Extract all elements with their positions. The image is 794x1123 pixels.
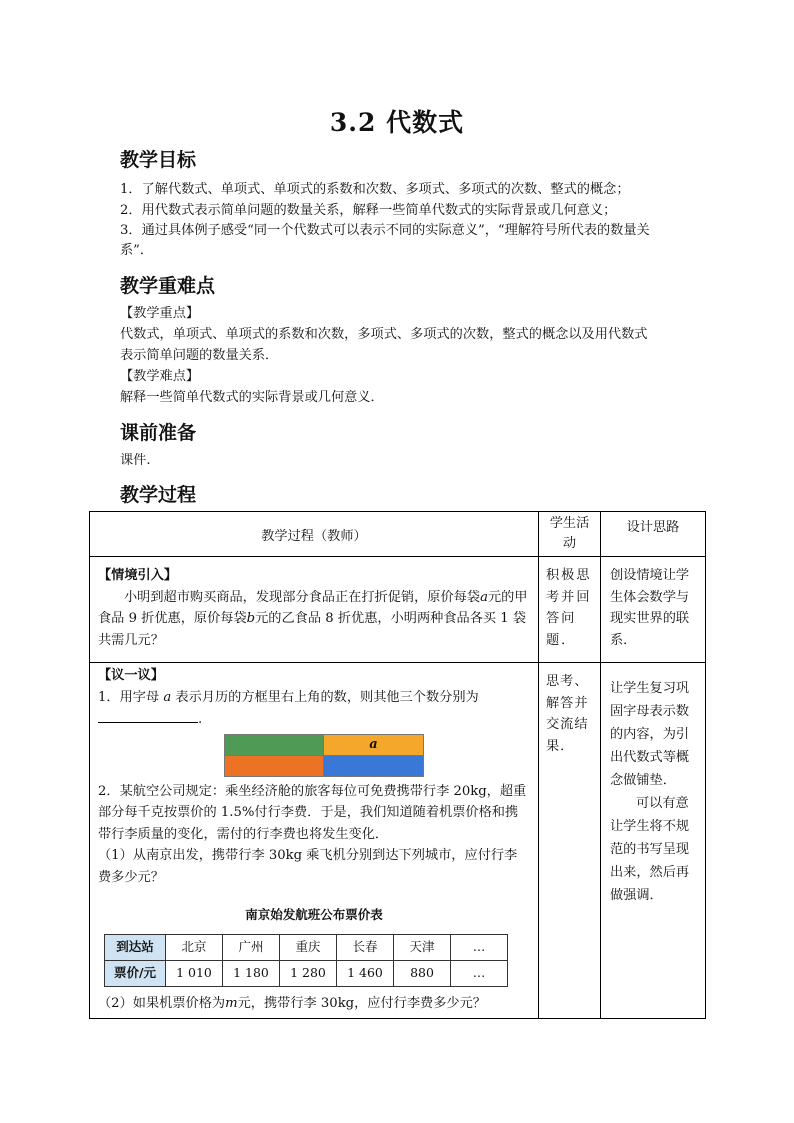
intro-var-a: a: [480, 589, 488, 605]
city-cell: 重庆: [280, 934, 337, 960]
q2-2-text-b: 元，携带行李 30kg，应付行李费多少元？: [237, 995, 486, 1011]
city-cell: 广州: [223, 934, 280, 960]
difficult-tag: 【教学难点】: [120, 369, 200, 384]
discuss-design-cell: [601, 663, 706, 1019]
difficult-text: 解释一些简单代数式的实际背景或几何意义．: [120, 390, 384, 405]
answer-blank: [98, 708, 198, 723]
calendar-cell-top-right: a: [324, 735, 423, 756]
key-line-1: 代数式，单项式、单项式的系数和次数，多项式、多项式的次数，整式的概念以及用代数式: [120, 327, 648, 342]
header-student: 学生活动: [539, 512, 601, 557]
design-text-a: 让学生复习巩固字母表示数的内容，为引出代数式等概念做铺垫．: [610, 681, 690, 788]
goals-heading: 教学目标: [120, 149, 197, 171]
header-design: 设计思路: [601, 512, 706, 557]
prep-heading: 课前准备: [120, 422, 197, 444]
q2-2-var: m: [225, 995, 238, 1011]
price-table-title: 南京始发航班公布票价表: [245, 907, 383, 922]
discuss-student-cell: 思考、解答并交流结果．: [539, 663, 601, 1019]
q1-var: a: [163, 689, 172, 705]
intro-text-b: 元的甲食品 9 折优惠，原价每袋: [98, 589, 528, 626]
key-line-2: 表示简单问题的数量关系．: [120, 348, 279, 363]
intro-student-cell: 积极思考并回答问题．: [539, 557, 601, 663]
price-cell: 1 460: [337, 960, 394, 986]
row-label-price: 票价/元: [105, 960, 166, 986]
goal-item-1: 1．了解代数式、单项式、单项式的系数和次数、多项式、多项式的次数、整式的概念；: [120, 182, 630, 197]
goal-item-3: 3．通过具体例子感受“同一个代数式可以表示不同的实际意义”，“理解符号所代表的数量关: [120, 223, 650, 238]
discuss-tag: 【议一议】: [98, 668, 164, 683]
key-tag: 【教学重点】: [120, 306, 200, 321]
q1-text-b: 表示月历的方框里右上角的数，则其他三个数分别为: [175, 689, 479, 705]
table-header-row: [90, 512, 706, 557]
discuss-q2-2: [98, 993, 530, 1015]
teaching-process-table: [89, 511, 706, 1019]
intro-text-c: 元的乙食品 8 折优惠，小明两种食品各买 1 袋共需几元？: [98, 611, 527, 648]
city-cell: 天津: [394, 934, 451, 960]
table-row-intro: [90, 557, 706, 663]
calendar-cell-bottom-left: [225, 756, 324, 776]
discuss-q2-1: （1）从南京出发，携带行李 30kg 乘飞机分别到达下列城市，应付行李费多少元？: [98, 848, 518, 885]
price-cell: 880: [394, 960, 451, 986]
intro-cell: [90, 557, 539, 663]
q1-end: .: [198, 712, 203, 727]
discuss-q2: 2．某航空公司规定：乘坐经济舱的旅客每位可免费携带行李 20kg，超重部分每千克按票价的 1.5%付行李费．于是，我们知道随着机票价格和携带行李质量的变化，需付的行李费也将发生变化．: [98, 783, 527, 842]
intro-text-a: 小明到超市购买商品，发现部分食品正在打折促销，原价每袋: [124, 589, 481, 605]
discuss-q1: [98, 687, 530, 731]
price-cell: 1 010: [166, 960, 223, 986]
design-text-b: 可以有意让学生将不规范的书写呈现出来，然后再做强调．: [610, 796, 690, 903]
price-table: [104, 934, 508, 987]
goal-item-3-cont: 系”．: [120, 243, 154, 258]
prep-text: 课件.: [120, 453, 151, 468]
discuss-cell: [90, 663, 539, 1019]
header-teacher: 教学过程（教师）: [90, 512, 539, 557]
row-label-arrival: 到达站: [105, 934, 166, 960]
calendar-cell-bottom-right: [324, 756, 423, 776]
price-table-row-prices: [105, 960, 508, 986]
q1-text-a: 1．用字母: [98, 689, 160, 705]
process-heading: 教学过程: [120, 484, 197, 506]
calendar-box-figure: [224, 734, 424, 777]
price-cell: …: [451, 960, 508, 986]
intro-design-cell: 创设情境让学生体会数学与现实世界的联系．: [601, 557, 706, 663]
intro-var-b: b: [246, 611, 256, 626]
city-cell: …: [451, 934, 508, 960]
key-heading: 教学重难点: [120, 275, 216, 297]
price-cell: 1 280: [280, 960, 337, 986]
price-table-row-cities: [105, 934, 508, 960]
table-row-discuss: [90, 663, 706, 1019]
intro-tag: 【情境引入】: [98, 568, 178, 583]
city-cell: 北京: [166, 934, 223, 960]
page-title: 3.2 代数式: [329, 108, 465, 137]
q2-2-text-a: （2）如果机票价格为: [98, 995, 226, 1011]
price-cell: 1 180: [223, 960, 280, 986]
intro-text: [98, 587, 530, 652]
calendar-cell-top-left: [225, 735, 324, 756]
city-cell: 长春: [337, 934, 394, 960]
goal-item-2: 2．用代数式表示简单问题的数量关系，解释一些简单代数式的实际背景或几何意义；: [120, 203, 617, 218]
